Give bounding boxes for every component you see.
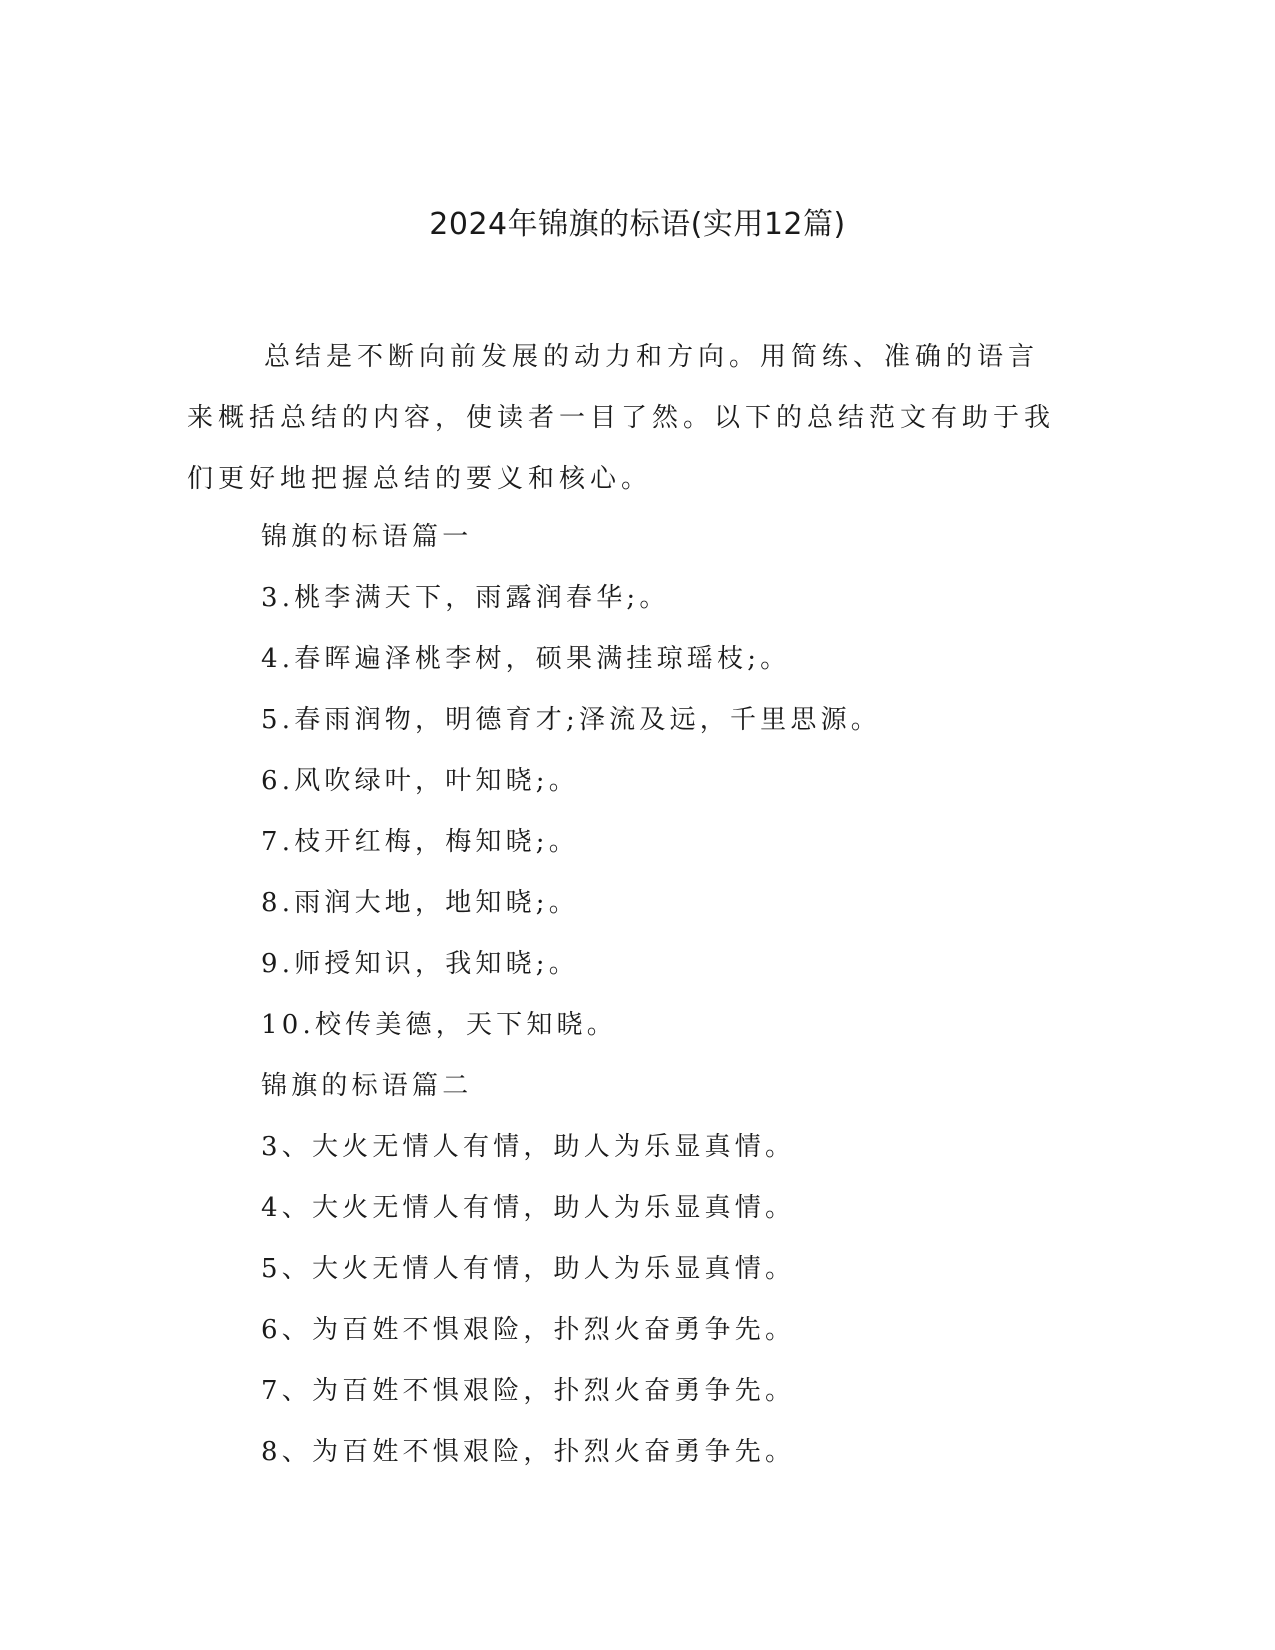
section-heading: 锦旗的标语篇二	[261, 1071, 473, 1101]
list-item: 6.风吹绿叶，叶知晓;。	[261, 766, 579, 796]
list-item: 8、为百姓不惧艰险，扑烈火奋勇争先。	[261, 1437, 796, 1467]
intro-paragraph: 总结是不断向前发展的动力和方向。用简练、准确的语言来概括总结的内容，使读者一目了然。以下的总结范文有助于我们更好地把握总结的要义和核心。	[187, 342, 1056, 494]
list-item: 10.校传美德，天下知晓。	[261, 1010, 617, 1040]
list-item: 6、为百姓不惧艰险，扑烈火奋勇争先。	[261, 1315, 796, 1345]
section-heading: 锦旗的标语篇一	[261, 522, 473, 552]
list-item: 9.师授知识，我知晓;。	[261, 949, 579, 979]
list-item: 8.雨润大地，地知晓;。	[261, 888, 579, 918]
list-item: 5、大火无情人有情，助人为乐显真情。	[261, 1254, 796, 1284]
list-item: 4.春晖遍泽桃李树，硕果满挂琼瑶枝;。	[261, 644, 791, 674]
list-item: 7、为百姓不惧艰险，扑烈火奋勇争先。	[261, 1376, 796, 1406]
list-item: 3、大火无情人有情，助人为乐显真情。	[261, 1132, 796, 1162]
content-list	[261, 515, 1061, 1491]
list-item: 3.桃李满天下，雨露润春华;。	[261, 583, 670, 613]
list-item: 4、大火无情人有情，助人为乐显真情。	[261, 1193, 796, 1223]
list-item: 5.春雨润物，明德育才;泽流及远，千里思源。	[261, 705, 881, 735]
list-item: 7.枝开红梅，梅知晓;。	[261, 827, 579, 857]
document-title: 2024年锦旗的标语(实用12篇)	[429, 207, 846, 242]
